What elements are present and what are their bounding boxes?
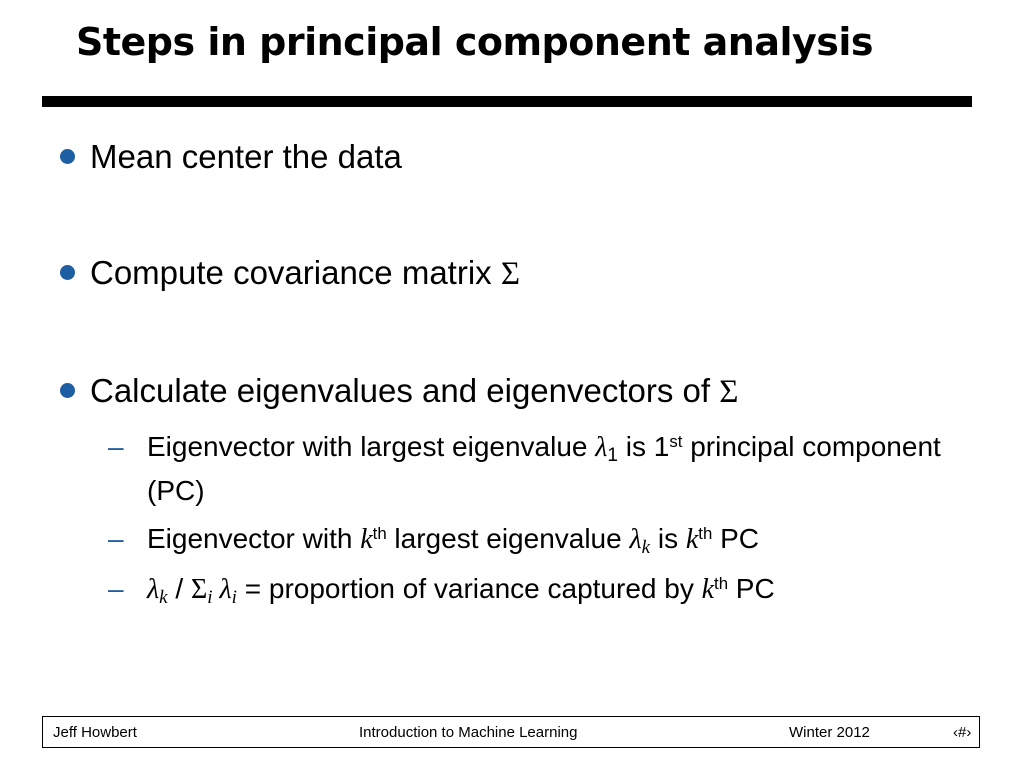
k-variable: k bbox=[360, 524, 373, 555]
lambda-symbol: λ bbox=[147, 574, 160, 605]
bullet-item-2 bbox=[60, 254, 520, 293]
dash-icon: – bbox=[108, 431, 124, 462]
title-divider bbox=[42, 96, 972, 107]
subbullet-text: is bbox=[650, 523, 686, 554]
footer-course: Introduction to Machine Learning bbox=[359, 724, 578, 741]
sigma-subscript: i bbox=[207, 586, 213, 608]
footer-term: Winter 2012 bbox=[789, 724, 870, 741]
subbullet-item-3 bbox=[108, 567, 958, 611]
sigma-symbol: Σ bbox=[190, 574, 208, 605]
sigma-symbol: Σ bbox=[500, 256, 521, 292]
lambda-symbol: λ bbox=[629, 524, 642, 555]
subbullet-text: Eigenvector with bbox=[147, 523, 361, 554]
dash-icon: – bbox=[108, 523, 124, 554]
subbullet-text: principal component (PC) bbox=[147, 431, 941, 506]
bullet-dot-icon bbox=[60, 383, 75, 398]
k-variable: k bbox=[685, 524, 699, 555]
k-variable: k bbox=[701, 574, 715, 605]
slide-footer bbox=[42, 716, 980, 748]
bullet-text: Calculate eigenvalues and eigenvectors of bbox=[90, 372, 720, 409]
subbullet-text: PC bbox=[712, 523, 759, 554]
subbullet-text: Eigenvector with largest eigenvalue bbox=[147, 431, 596, 462]
subbullet-item-1 bbox=[108, 425, 958, 512]
bullet-item-1 bbox=[60, 138, 402, 176]
subbullet-text: PC bbox=[728, 573, 775, 604]
bullet-item-3 bbox=[60, 372, 738, 411]
footer-author: Jeff Howbert bbox=[53, 724, 137, 741]
subbullet-item-2 bbox=[108, 517, 958, 561]
ordinal-superscript: th bbox=[714, 573, 729, 593]
bullet-text: Compute covariance matrix bbox=[90, 254, 501, 291]
lambda-symbol: λ bbox=[212, 574, 232, 605]
footer-page-number: ‹#› bbox=[953, 724, 972, 741]
bullet-text: Mean center the data bbox=[90, 138, 402, 175]
slide-title: Steps in principal component analysis bbox=[76, 20, 874, 64]
dash-icon: – bbox=[108, 573, 124, 604]
ordinal-superscript: th bbox=[372, 523, 387, 543]
ordinal-superscript: th bbox=[698, 523, 713, 543]
lambda-symbol: λ bbox=[595, 432, 608, 463]
subbullet-text: proportion of variance captured by bbox=[268, 573, 702, 604]
ordinal-superscript: st bbox=[669, 431, 683, 451]
slash-text: / bbox=[167, 573, 191, 604]
lambda-subscript: k bbox=[159, 586, 168, 608]
lambda-subscript: k bbox=[641, 536, 651, 558]
equals-text: = bbox=[236, 573, 269, 604]
subbullet-text: largest eigenvalue bbox=[386, 523, 630, 554]
lambda-subscript: i bbox=[231, 586, 237, 608]
bullet-dot-icon bbox=[60, 149, 75, 164]
sigma-symbol: Σ bbox=[719, 374, 739, 410]
lambda-subscript: 1 bbox=[607, 444, 618, 466]
subbullet-text: is 1 bbox=[618, 431, 670, 462]
bullet-dot-icon bbox=[60, 265, 75, 280]
